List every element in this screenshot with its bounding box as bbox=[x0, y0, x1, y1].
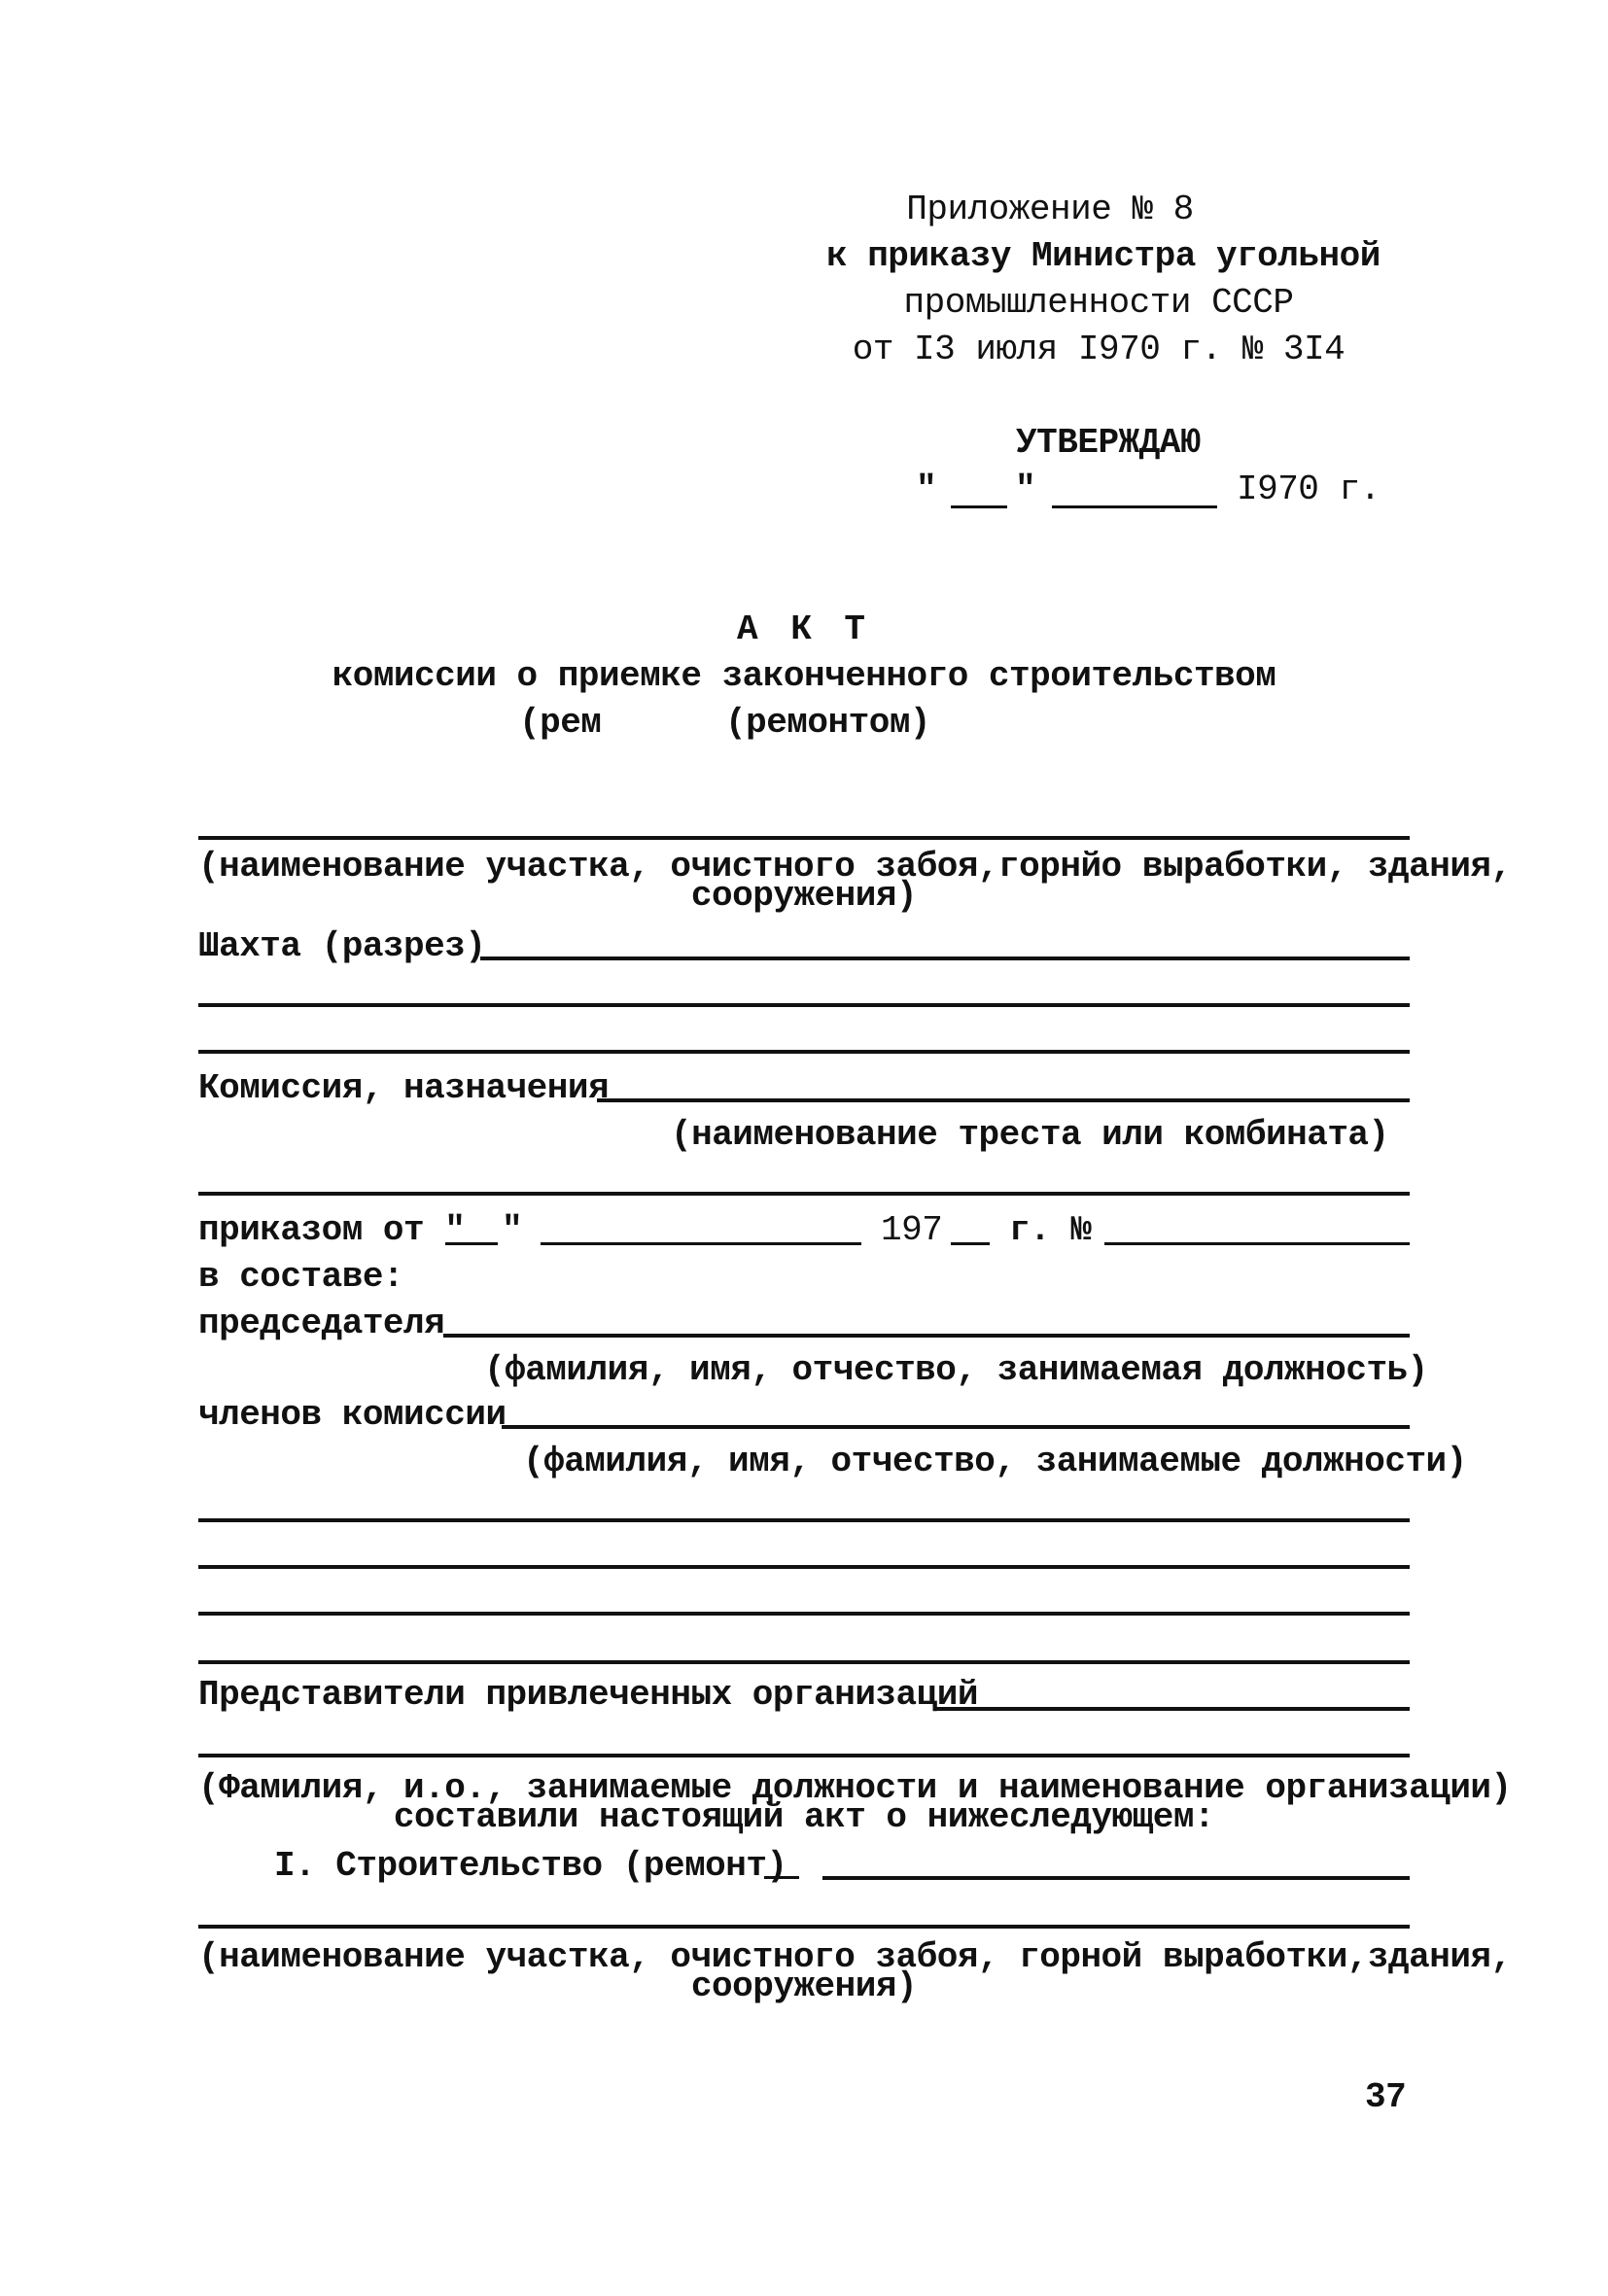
order-label: приказом от " bbox=[198, 1210, 466, 1250]
section-caption-cont: сооружения) bbox=[690, 876, 918, 916]
trust-caption: (наименование треста или комбината) bbox=[671, 1115, 1389, 1155]
members-label: членов комиссии bbox=[198, 1395, 507, 1435]
approve-stamp: УТВЕРЖДАЮ bbox=[1016, 423, 1201, 463]
representatives-label: Представители привлеченных организаций bbox=[198, 1675, 978, 1715]
members-blank-3[interactable] bbox=[198, 1565, 1410, 1569]
chairman-label: председателя bbox=[198, 1304, 445, 1343]
act-subtitle: комиссии о приемке законченного строительством bbox=[332, 656, 1276, 696]
section-name-blank[interactable] bbox=[198, 836, 1410, 840]
act-title: А К Т bbox=[736, 609, 872, 649]
order-year-blank[interactable] bbox=[951, 1242, 990, 1245]
chairman-blank[interactable] bbox=[443, 1334, 1410, 1338]
representatives-blank-2[interactable] bbox=[198, 1754, 1410, 1757]
mine-blank-2[interactable] bbox=[198, 1003, 1410, 1007]
appendix-number: Приложение № 8 bbox=[906, 190, 1194, 229]
section2-caption-cont: сооружения) bbox=[690, 1966, 918, 2006]
item1-blank-2[interactable] bbox=[198, 1925, 1410, 1929]
composition-label: в составе: bbox=[198, 1257, 404, 1297]
chairman-caption: (фамилия, имя, отчество, занимаемая должность) bbox=[484, 1350, 1428, 1390]
order-number-blank[interactable] bbox=[1104, 1242, 1410, 1245]
representatives-blank[interactable] bbox=[933, 1707, 1410, 1711]
members-blank-2[interactable] bbox=[198, 1518, 1410, 1522]
approve-day-blank[interactable] bbox=[951, 505, 1007, 508]
compiled-text: составили настоящий акт о нижеследующем: bbox=[393, 1797, 1215, 1837]
section2-caption: (наименование участка, очистного забоя, горной выработки,здания, bbox=[198, 1937, 1512, 1977]
order-quote-close: " bbox=[502, 1210, 523, 1250]
order-number-label: г. № bbox=[1009, 1210, 1092, 1250]
order-month-blank[interactable] bbox=[541, 1242, 861, 1245]
act-subtitle-fragment: (рем bbox=[519, 703, 602, 743]
commission-blank[interactable] bbox=[597, 1098, 1410, 1102]
act-subtitle-repair: (ремонтом) bbox=[725, 703, 931, 743]
item1-short-blank[interactable] bbox=[764, 1876, 799, 1879]
item1-label: I. Строительство (ремонт) bbox=[274, 1846, 787, 1886]
ministry-name: промышленности СССР bbox=[903, 283, 1294, 323]
members-caption: (фамилия, имя, отчество, занимаемые должности) bbox=[523, 1442, 1467, 1481]
approve-year: I970 г. bbox=[1237, 470, 1381, 509]
section-caption: (наименование участка, очистного забоя,горнйо выработки, здания, bbox=[198, 847, 1512, 887]
order-year: 197 bbox=[881, 1210, 943, 1250]
trust-blank-2[interactable] bbox=[198, 1192, 1410, 1196]
representatives-caption: (Фамилия, и.о., занимаемые должности и наименование организации) bbox=[198, 1768, 1512, 1808]
mine-label: Шахта (разрез) bbox=[198, 926, 486, 966]
approve-quote-open: " bbox=[916, 470, 937, 509]
members-blank-5[interactable] bbox=[198, 1660, 1410, 1664]
members-blank[interactable] bbox=[502, 1425, 1410, 1429]
order-day-blank[interactable] bbox=[445, 1242, 498, 1245]
order-reference: к приказу Министра угольной bbox=[826, 236, 1381, 276]
page-number: 37 bbox=[1365, 2077, 1407, 2117]
mine-blank[interactable] bbox=[480, 957, 1410, 960]
commission-label: Комиссия, назначения bbox=[198, 1068, 610, 1108]
approve-month-blank[interactable] bbox=[1052, 505, 1217, 508]
mine-blank-3[interactable] bbox=[198, 1050, 1410, 1054]
approve-quote-close: " bbox=[1015, 470, 1036, 509]
members-blank-4[interactable] bbox=[198, 1612, 1410, 1616]
order-date: от I3 июля I970 г. № 3I4 bbox=[852, 330, 1346, 369]
item1-blank[interactable] bbox=[822, 1876, 1410, 1880]
